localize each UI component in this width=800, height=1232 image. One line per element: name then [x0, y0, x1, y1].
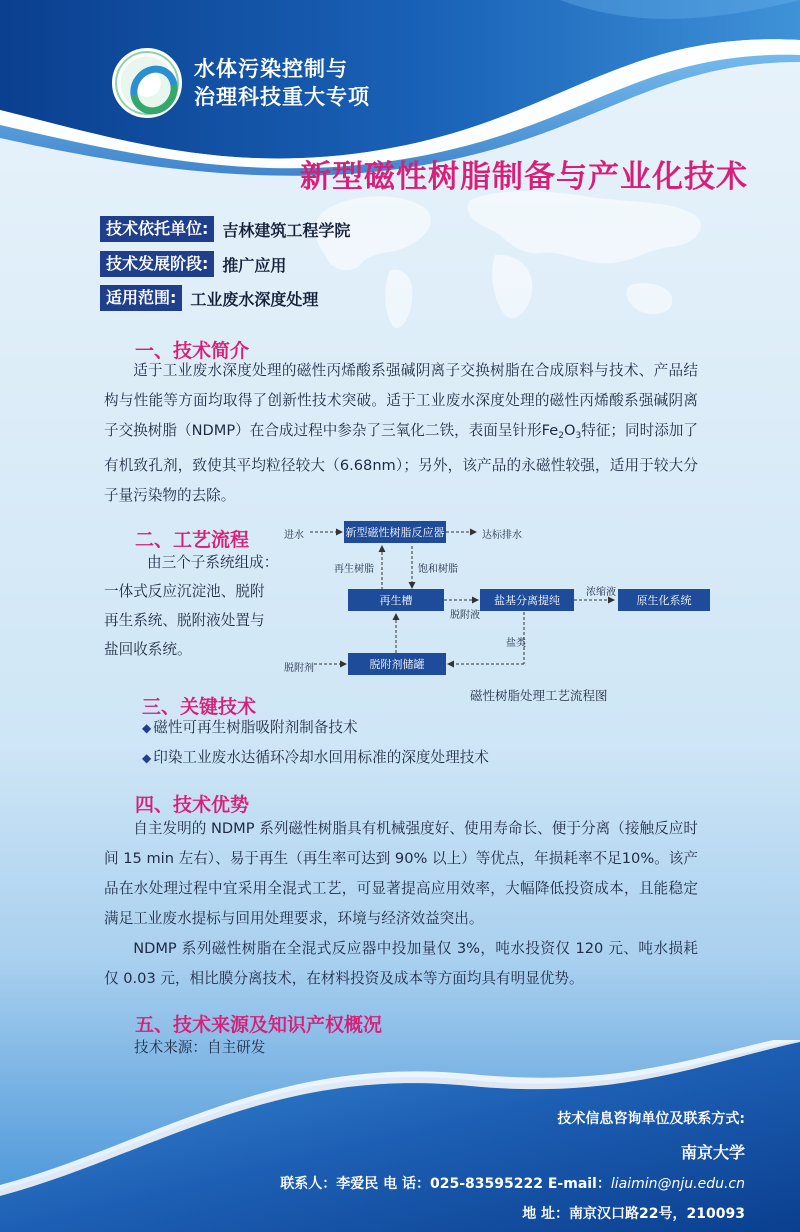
- process-line4: 盐回收系统。: [104, 641, 192, 658]
- intro-text-part1: 适于工业废水深度处理的磁性丙烯酸系强碱阴离子交换树脂在合成原料与技术、产品结构与性能等方面均取得了创新性技术突破。适于工业废水深度处理的磁性丙烯酸系强碱阴离子交换树脂（NDMP）在合成过程中参杂了三氧化二铁，表面呈针形Fe: [104, 362, 698, 439]
- flow-box-regen-tank: 再生槽: [348, 589, 444, 611]
- diamond-bullet-icon: ◆: [142, 751, 152, 765]
- flow-diagram-caption: 磁性树脂处理工艺流程图: [470, 688, 608, 703]
- key-tech-item-1: [142, 716, 358, 737]
- info-row-unit: [100, 215, 350, 243]
- world-map-background: [300, 175, 720, 345]
- info-value-stage: 推广应用: [222, 255, 287, 275]
- advantages-paragraph-2: NDMP 系列磁性树脂在全混式反应器中投加量仅 3%，吨水投资仅 120 元、吨水损耗仅 0.03 元，相比膜分离技术，在材料投资及成本等方面均具有明显优势。: [104, 940, 698, 987]
- process-line3: 再生系统、脱附液处置与: [104, 612, 265, 629]
- info-label-scope: 适用范围:: [100, 285, 182, 311]
- key-tech-item-2: [142, 746, 489, 767]
- ip-source-text: 技术来源：自主研发: [134, 1039, 266, 1056]
- info-value-scope: 工业废水深度处理: [190, 289, 319, 309]
- intro-subscript-2: 2: [558, 431, 564, 441]
- flow-label-desorbent: 脱附剂: [284, 663, 314, 674]
- section-heading-ip: 五、技术来源及知识产权概况: [135, 1014, 383, 1036]
- contact-person-line: [280, 1173, 745, 1193]
- program-logo-icon: [112, 48, 182, 118]
- key-tech-item-2-text: 印染工业废水达循环冷却水回用标准的深度处理技术: [153, 749, 489, 766]
- info-row-stage: [100, 250, 286, 278]
- contact-organization: 南京大学: [680, 1143, 745, 1162]
- contact-block: [280, 1108, 745, 1223]
- contact-title: 技术信息咨询单位及联系方式:: [557, 1111, 745, 1127]
- info-label-unit: 技术依托单位:: [100, 216, 214, 242]
- program-name-line2: 治理科技重大专项: [194, 85, 370, 109]
- contact-email-link[interactable]: liaimin@nju.edu.cn: [610, 1176, 745, 1192]
- flow-label-inflow: 进水: [284, 530, 304, 541]
- advantages-text: [104, 814, 698, 994]
- process-flow-diagram: [284, 508, 724, 708]
- flow-box-reactor: 新型磁性树脂反应器: [344, 521, 446, 543]
- section-heading-key-tech: 三、关键技术: [142, 696, 257, 718]
- info-label-stage: 技术发展阶段:: [100, 251, 214, 277]
- key-tech-item-1-text: 磁性可再生树脂吸附剂制备技术: [153, 719, 358, 736]
- program-name: [194, 55, 370, 111]
- intro-text-part2: 特征；同时添加了有机致孔剂，致使其平均粒径较大（6.68nm）；另外，该产品的永磁性较强，适用于较大分子量污染物的去除。: [104, 422, 698, 504]
- flow-label-sat-resin: 饱和树脂: [418, 564, 458, 575]
- flow-box-salt-separation: 盐基分离提纯: [480, 589, 574, 611]
- process-line1: 由三个子系统组成：: [147, 554, 279, 571]
- flow-box-desorbent-tank: 脱附剂储罐: [348, 653, 446, 675]
- flow-box-biochem-system: 原生化系统: [618, 589, 710, 611]
- program-name-line1: 水体污染控制与: [194, 57, 348, 81]
- contact-person-phone: 联系人：李爱民 电 话：025-83595222 E-mail：: [280, 1176, 611, 1192]
- advantages-paragraph-1: 自主发明的 NDMP 系列磁性树脂具有机械强度好、使用寿命长、便于分离（接触反应时间 15 min 左右）、易于再生（再生率可达到 90% 以上）等优点，年损耗率不足10%。该产品在水处理过程中宜采用全混式工艺，可显著提高应用效率，大幅降低投资成本，且能稳定满足工业废水提标与回用处理要求，环境与经济效益突出。: [104, 820, 698, 927]
- process-description: [104, 548, 294, 664]
- program-logo-block: [112, 48, 370, 118]
- flow-label-discharge: 达标排水: [482, 530, 522, 541]
- section-heading-advantages: 四、技术优势: [135, 794, 250, 816]
- intro-subscript-3: 3: [575, 431, 582, 441]
- diamond-bullet-icon: ◆: [142, 721, 152, 735]
- info-row-scope: [100, 284, 318, 312]
- flow-label-salts: 盐类: [506, 638, 526, 649]
- intro-paragraph: [104, 356, 698, 511]
- info-value-unit: 吉林建筑工程学院: [222, 220, 351, 240]
- intro-text-o: O: [563, 422, 576, 439]
- flow-label-regen-resin: 再生树脂: [334, 564, 374, 575]
- flow-label-desorb-liquid: 脱附液: [450, 610, 480, 621]
- contact-address: 地 址：南京汉口路22号，210093: [522, 1206, 745, 1222]
- flow-label-concentrate: 浓缩液: [586, 587, 616, 598]
- section-heading-process: 二、工艺流程: [135, 529, 250, 551]
- section-heading-intro: 一、技术简介: [135, 340, 250, 362]
- process-line2: 一体式反应沉淀池、脱附: [104, 583, 265, 600]
- page-title: 新型磁性树脂制备与产业化技术: [300, 159, 748, 195]
